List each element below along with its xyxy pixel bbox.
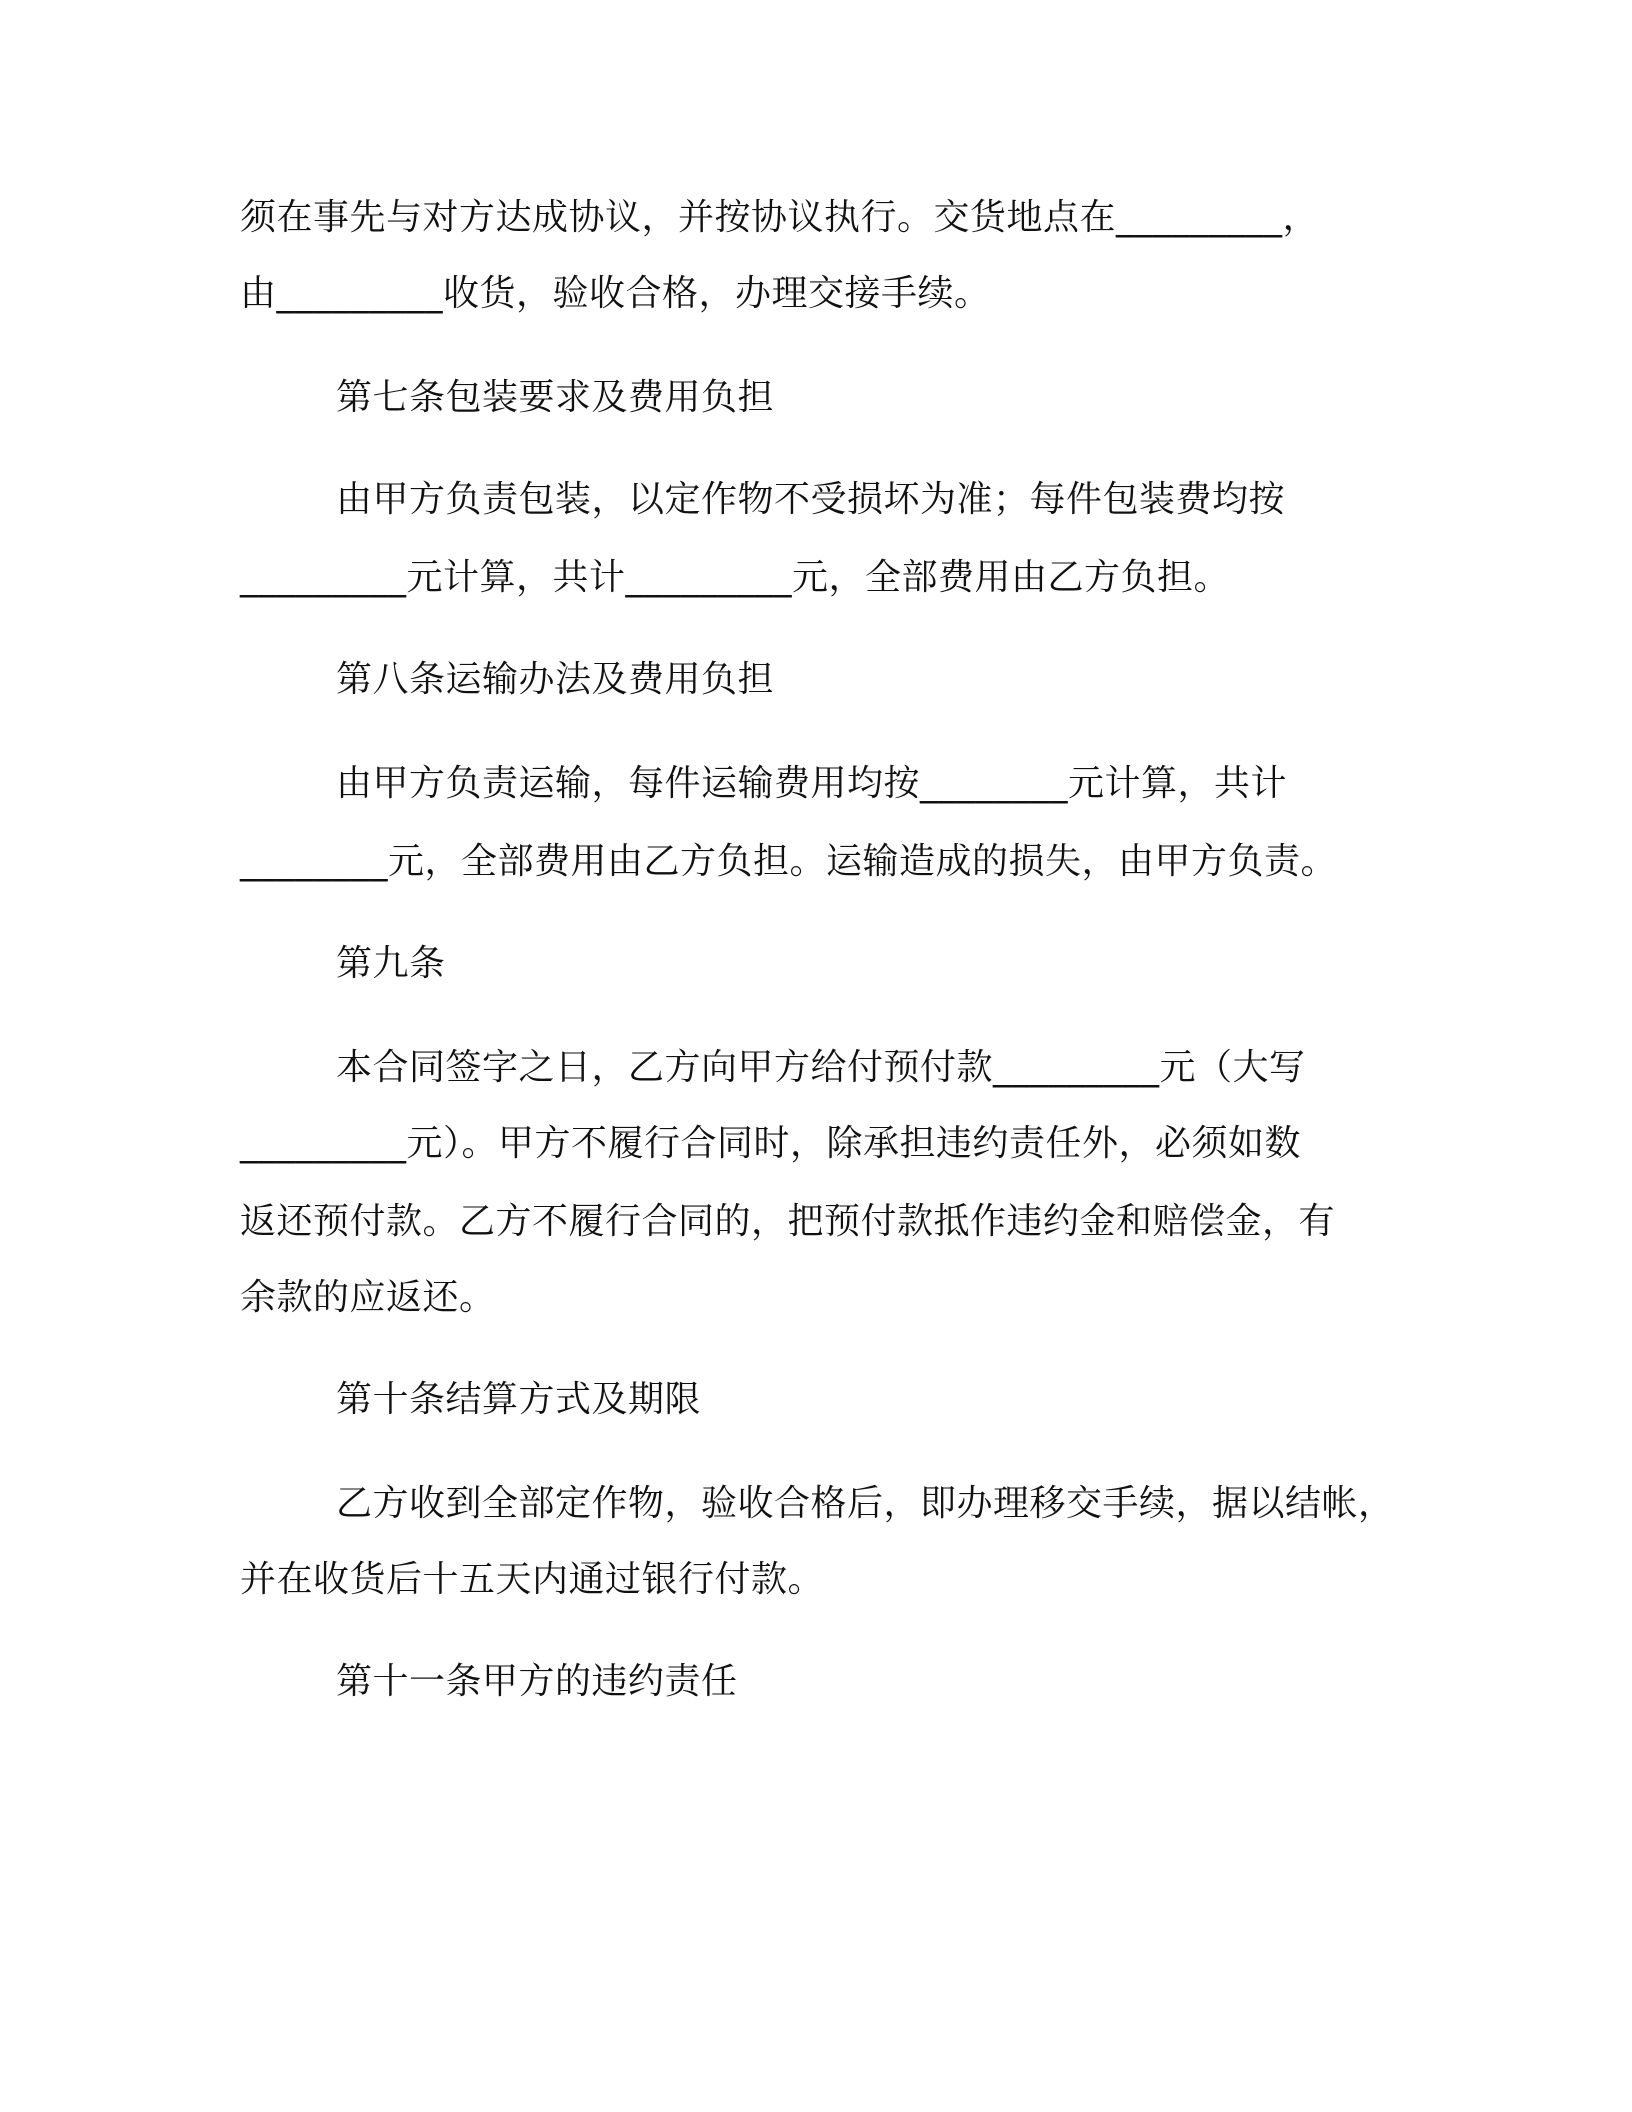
paragraph-line: _________元）。甲方不履行合同时，除承担违约责任外，必须如数 [240,1123,1302,1164]
section-heading-7: 第七条包装要求及费用负担 [336,377,775,418]
paragraph-line: 由甲方负责包装，以定作物不受损坏为准；每件包装费均按 [336,479,1286,520]
section-heading-10: 第十条结算方式及期限 [336,1379,702,1420]
paragraph-line: 余款的应返还。 [240,1277,496,1318]
paragraph-line: 须在事先与对方达成协议，并按协议执行。交货地点在_________， [240,197,1320,238]
paragraph-line: 本合同签字之日，乙方向甲方给付预付款_________元（大写 [336,1047,1306,1088]
paragraph-line: _________元计算，共计_________元，全部费用由乙方负担。 [240,557,1231,598]
paragraph-line: 由_________收货，验收合格，办理交接手续。 [240,273,991,314]
section-heading-9: 第九条 [336,943,446,984]
section-heading-11: 第十一条甲方的违约责任 [336,1661,738,1702]
paragraph-line: ________元，全部费用由乙方负担。运输造成的损失，由甲方负责。 [240,841,1338,882]
paragraph-line: 乙方收到全部定作物，验收合格后，即办理移交手续，据以结帐， [336,1483,1395,1524]
section-heading-8: 第八条运输办法及费用负担 [336,659,775,700]
paragraph-line: 返还预付款。乙方不履行合同的，把预付款抵作违约金和赔偿金，有 [240,1201,1336,1242]
paragraph-line: 并在收货后十五天内通过银行付款。 [240,1559,825,1600]
paragraph-line: 由甲方负责运输，每件运输费用均按________元计算，共计 [336,763,1288,804]
